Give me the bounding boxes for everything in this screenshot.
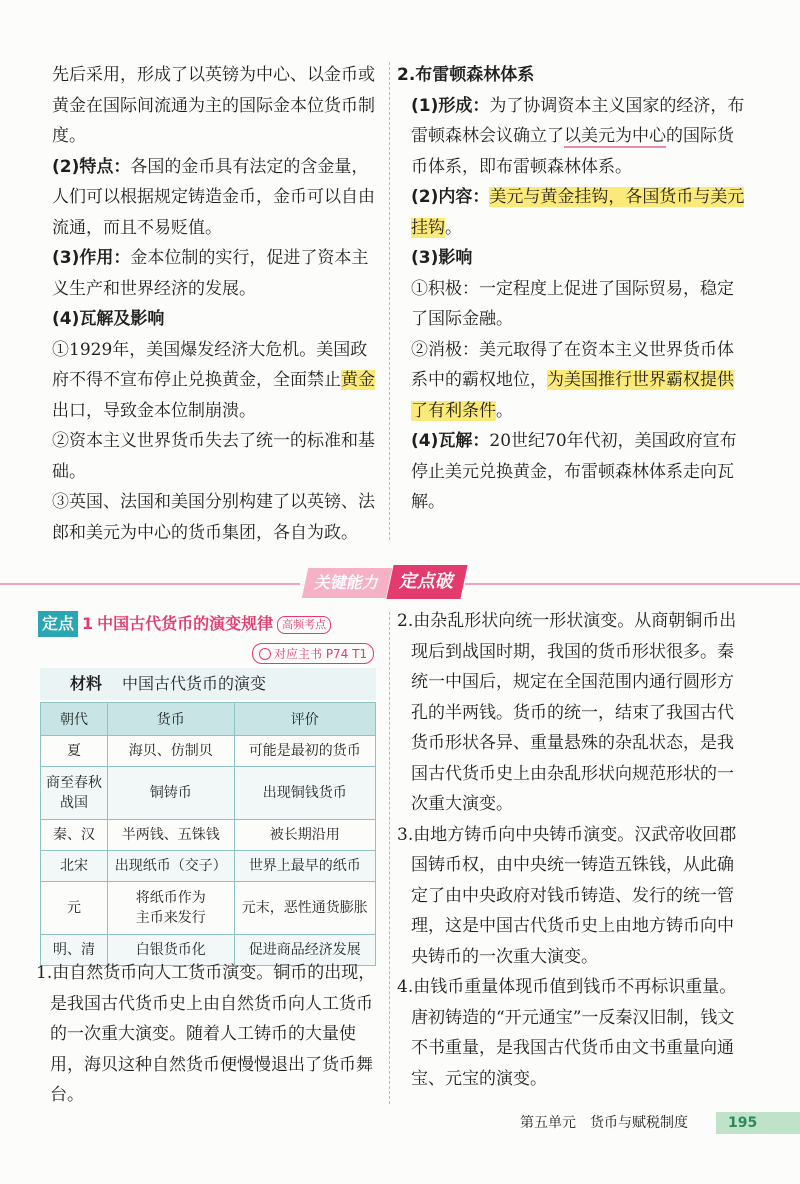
keypoint-number: 1 [82,614,94,633]
unit-title: 第五单元 货币与赋税制度 [520,1115,688,1131]
banner-line-left [0,583,300,585]
collapse-item-2: ②资本主义世界货币失去了统一的标准和基础。 [52,431,375,482]
table-cell: 夏 [41,736,108,767]
table-row [41,736,376,767]
table-cell: 铜铸币 [108,767,235,820]
impact-positive: ①积极：一定程度上促进了国际贸易，稳定了国际金融。 [411,278,734,329]
material-title: 中国古代货币的演变 [122,674,267,693]
left-bottom-column [36,958,384,1111]
table-cell: 白银货币化 [108,935,235,966]
keypoint-header [38,611,383,637]
table-cell: 出现纸币（交子） [108,851,235,882]
target-icon [259,648,271,660]
table-cell: 促进商品经济发展 [234,935,375,966]
table-row [41,882,376,935]
column-divider-lower [389,612,390,1104]
gold-standard-collapse-heading: (4)瓦解及影响 [52,309,165,329]
table-cell: 秦、汉 [41,820,108,851]
table-cell: 元 [41,882,108,935]
main-book-reference: 对应主书 P74 T1 [252,643,374,664]
material-label: 材料 [70,674,103,693]
gold-standard-effect: (3)作用：金本位制的实行，促进了资本主义生产和世界经济的发展。 [52,248,369,299]
banner-label-breakthrough: 定点破 [386,565,467,599]
right-bottom-column [397,606,747,1094]
table-header-currency: 货币 [108,703,235,736]
table-cell: 元末，恶性通货膨胀 [234,882,375,935]
bretton-woods-heading: 2.布雷顿森林体系 [397,65,535,85]
coin-evolution-table [40,702,376,966]
table-cell: 半两钱、五铢钱 [108,820,235,851]
table-cell: 出现铜钱货币 [234,767,375,820]
table-cell: 将纸币作为 主币来发行 [108,882,235,935]
table-header-evaluation: 评价 [234,703,375,736]
gold-standard-intro: 先后采用，形成了以英镑为中心、以金币或黄金在国际间流通为主的国际金本位货币制度。 [52,65,375,146]
table-row [41,767,376,820]
table-cell: 商至春秋 战国 [41,767,108,820]
gold-standard-feature: (2)特点：各国的金币具有法定的含金量，人们可以根据规定铸造金币，金币可以自由流通，而且不易贬值。 [52,156,375,238]
evolution-point-3: 3.由地方铸币向中央铸币演变。汉武帝收回郡国铸币权，由中央统一铸造五铢钱，从此确定了由中央政府对钱币铸造、发行的统一管理，这是中国古代货币史上由地方铸币向中央铸币的一次重大演变。 [397,824,737,967]
table-cell: 被长期沿用 [234,820,375,851]
impact-negative: ②消极：美元取得了在资本主义世界货币体系中的霸权地位，为美国推行世界霸权提供了有利条件。 [411,339,734,421]
table-header-dynasty: 朝代 [41,703,108,736]
evolution-point-2: 2.由杂乱形状向统一形状演变。从商朝铜币出现后到战国时期，我国的货币形状很多。秦统一中国后，规定在全国范围内通行圆形方孔的半两钱。货币的统一，结束了我国古代货币形状各异、重量悬殊的杂乱状态，是我国古代货币史上由杂乱形状向规范形状的一次重大演变。 [397,611,737,814]
collapse-item-1: ①1929年，美国爆发经济大危机。美国政府不得不宣布停止兑换黄金，全面禁止黄金出口，导致金本位制崩溃。 [52,339,375,421]
table-cell: 海贝、仿制贝 [108,736,235,767]
page-footer [520,1108,800,1138]
high-frequency-badge: 高频考点 [277,616,331,634]
evolution-point-4: 4.由钱币重量体现币值到钱币不再标识重量。唐初铸造的“开元通宝”一反秦汉旧制，钱文不书重量，是我国古代货币由文书重量向通宝、元宝的演变。 [397,977,737,1089]
bretton-woods-collapse: (4)瓦解：20世纪70年代初，美国政府宣布停止美元兑换黄金，布雷顿森林体系走向瓦解。 [411,431,737,512]
page-number: 195 [716,1112,800,1134]
bretton-woods-impact-heading: (3)影响 [411,248,473,268]
keypoint-label: 定点 [38,611,78,637]
table-cell: 世界上最早的纸币 [234,851,375,882]
column-divider [389,62,390,540]
table-row [41,851,376,882]
table-cell: 北宋 [41,851,108,882]
section-banner [0,565,800,599]
banner-line-right [465,583,800,585]
collapse-item-3: ③英国、法国和美国分别构建了以英镑、法郎和美元为中心的货币集团，各自为政。 [52,492,375,543]
keypoint-title: 中国古代货币的演变规律 [97,614,274,633]
evolution-point-1: 1.由自然货币向人工货币演变。铜币的出现，是我国古代货币史上由自然货币向人工货币的一次重大演变。随着人工铸币的大量使用，海贝这种自然货币便慢慢退出了货币舞台。 [36,963,376,1105]
bretton-woods-content: (2)内容：美元与黄金挂钩，各国货币与美元挂钩。 [411,187,745,238]
bretton-woods-form: (1)形成：为了协调资本主义国家的经济，布雷顿森林会议确立了以美元为中心的国际货币体系，即布雷顿森林体系。 [411,95,745,177]
table-row [41,820,376,851]
right-top-column [397,60,747,518]
left-top-column [52,60,382,548]
table-cell: 可能是最初的货币 [234,736,375,767]
material-title-bar [40,668,376,700]
banner-label-key-ability: 关键能力 [302,568,392,598]
table-cell: 明、清 [41,935,108,966]
